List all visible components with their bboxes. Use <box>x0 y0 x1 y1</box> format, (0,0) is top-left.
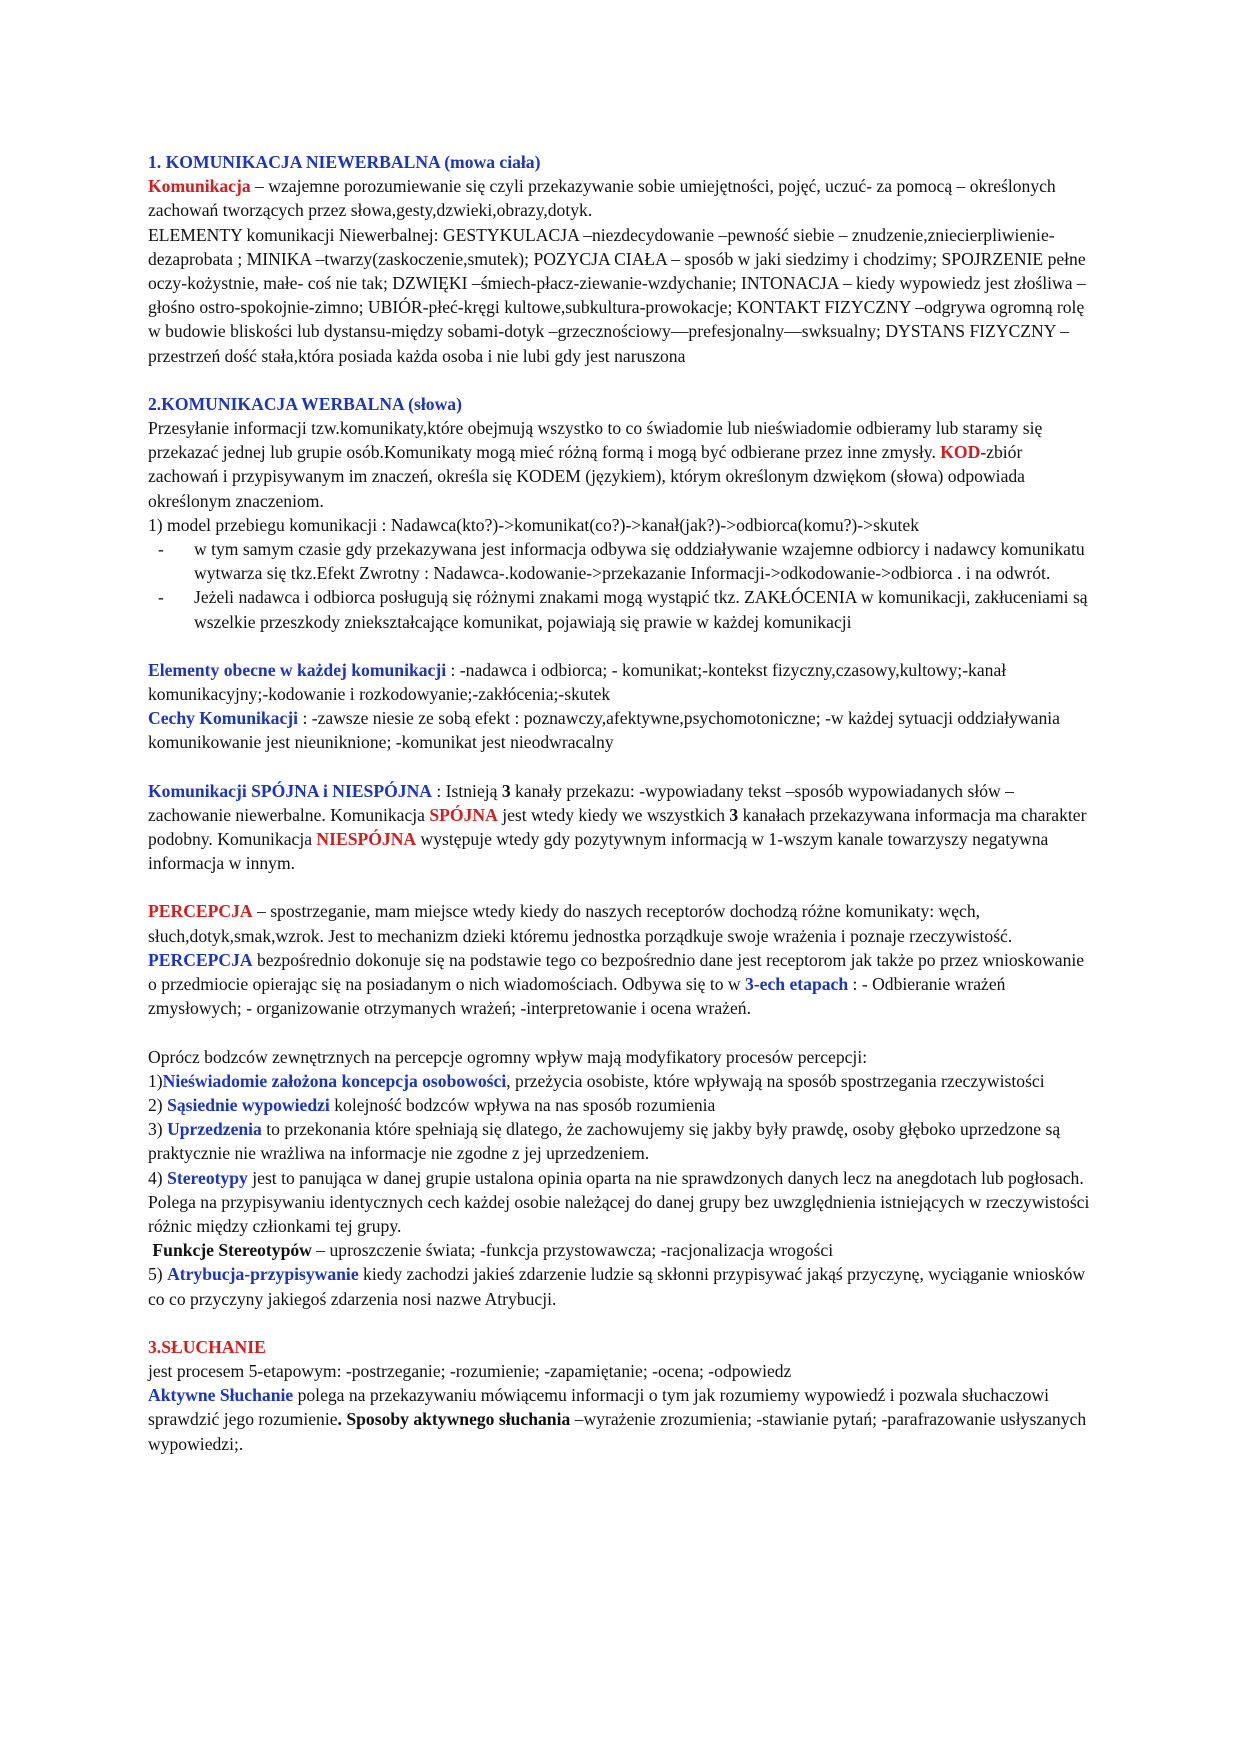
modifier-text: , przeżycia osobiste, które wpływają na sposób spostrzegania rzeczywistości <box>506 1070 1045 1091</box>
perception-text-c: : - Odbieranie wrażeń zmysłowych; - organizowanie otrzymanych wrażeń; -interpretowanie i ocena wrażeń. <box>148 974 1006 1019</box>
features-term: Cechy Komunikacji <box>148 708 299 729</box>
active-listening-paragraph <box>148 1383 1096 1456</box>
stereotype-functions-text: – uproszczenie świata; -funkcja przystowawcza; -racjonalizacja wrogości <box>311 1240 834 1261</box>
coherence-term: Komunikacji SPÓJNA i NIESPÓJNA <box>148 780 432 801</box>
verbal-intro-text-b: -zbiór zachowań i przypisywanym im znaczeń, określa się KODEM (językiem), którym określonym dzwiękom (słowa) odpowiada określonym znaczeniom. <box>148 442 1025 511</box>
verbal-intro-paragraph <box>148 416 1096 513</box>
active-listening-text-a: polega na przekazywaniu mówiącemu informacji o tym jak rozumiemy wypowiedź i pozwala słuchaczowi sprawdzić jego rozumienie <box>148 1385 1049 1430</box>
list-item: - Jeżeli nadawca i odbiorca posługują się różnymi znakami mogą wystąpić tkz. ZAKŁÓCENIA w komunikacji, zakłuceniami są wszelkie przeszkody zniekształcające komunikat, pojawiają się prawie w każdej komunikacji <box>148 585 1096 633</box>
coherence-text-a: : Istnieją <box>431 780 502 801</box>
coherence-paragraph <box>148 779 1096 876</box>
stereotype-functions <box>148 1238 1096 1262</box>
perception-paragraph <box>148 899 1096 1020</box>
communication-definition-text: – wzajemne porozumiewanie się czyli przekazywanie sobie umiejętności, pojęć, uczuć- za pomocą – określonych zachowań tworzących przez słowa,gesty,dzwieki,obrazy,dotyk. <box>148 176 1056 221</box>
elements-text: : -nadawca i odbiorca; - komunikat;-kontekst fizyczny,czasowy,kultowy;-kanał komunikacyjny;-kodowanie i rozkodowyanie;-zakłócenia;-skutek <box>148 659 1007 705</box>
communication-model: 1) model przebiegu komunikacji : Nadawca(kto?)->komunikat(co?)->kanał(jak?)->odbiorca(komu?)->skutek <box>148 514 919 535</box>
modifier-term: Uprzedzenia <box>167 1119 262 1140</box>
coherence-text-c: jest wtedy kiedy we wszystkich <box>497 804 730 825</box>
modifier-term: Stereotypy <box>167 1167 248 1188</box>
perception-term-2: PERCEPCJA <box>148 949 253 970</box>
modifiers-intro: Oprócz bodzców zewnętrznych na percepcje ogromny wpływ mają modyfikatory procesów percepcji: <box>148 1046 868 1067</box>
perception-text-b: bezpośrednio dokonuje się na podstawie tego co bezpośrednio dane jest receptorom jak także po przez wnioskowanie o przedmiocie opierając się na posiadanym o nich wiadomościach. Odbywa się to w <box>148 949 1085 995</box>
modifier-number: 3) <box>148 1119 168 1140</box>
modifier-item-5 <box>148 1262 1096 1310</box>
model-bullet-list <box>148 537 1096 634</box>
perception-stages-term: 3-ech etapach <box>745 974 849 995</box>
coherence-number: 3 <box>729 804 739 825</box>
modifier-text: kolejność bodzców wpływa na nas sposób rozumienia <box>329 1094 716 1115</box>
nonverbal-elements-paragraph: ELEMENTY komunikacji Niewerbalnej: GESTYKULACJA –niezdecydowanie –pewność siebie – znudzenie,zniecierpliwienie-dezaprobata ; MINIKA –twarzy(zaskoczenie,smutek); POZYCJA CIAŁA – sposób w jaki siedzimy i chodzimy; SPOJRZENIE pełne oczy-kożystnie, małe- coś nie tak; DZWIĘKI –śmiech-płacz-ziewanie-wzdychanie; INTONACJA – kiedy wypowiedz jest złośliwa – głośno ostro-spokojnie-zimno; UBIÓR-płeć-kręgi kultowe,subkultura-prowokacje; KONTAKT FIZYCZNY –odgrywa ogromną rolę w budowie bliskości lub dystansu-między sobami-dotyk –grzecznościowy—prefesjonalny—swksualny; DYSTANS FIZYCZNY –przestrzeń dość stała,która posiada każda osoba i nie lubi gdy jest naruszona <box>148 224 1086 366</box>
coherence-number: 3 <box>501 780 511 801</box>
elements-paragraph <box>148 658 1096 706</box>
incoherent-term: NIESPÓJNA <box>316 829 417 850</box>
modifier-item-1 <box>148 1069 1096 1093</box>
coherence-text-d: kanałach przekazywana informacja ma charakter podobny. Komunikacja <box>148 804 1087 850</box>
section-3-number: 3. <box>148 1336 162 1357</box>
modifier-text: jest to panująca w danej grupie ustalona opinia oparta na nie sprawdzonych danych lecz na anegdotach lub pogłosach. Polega na przypisywaniu identycznych cech każdej osobie należącej do danej grupy bez uwzględnienia istniejących w rzeczywistości różnic między człionkami tej grupy. <box>148 1167 1090 1236</box>
communication-term: Komunikacja <box>148 176 251 197</box>
modifier-number: 4) <box>148 1167 168 1188</box>
section-1-title: 1. KOMUNIKACJA NIEWERBALNA (mowa ciała) <box>148 152 541 172</box>
features-paragraph <box>148 706 1096 754</box>
coherent-term: SPÓJNA <box>429 804 498 825</box>
modifier-text: kiedy zachodzi jakieś zdarzenie ludzie są skłonni przypisywać jakąś przyczynę, wyciąganie wniosków co co przyczyny jakiegoś zdarzenia nosi nazwe Atrybucji. <box>148 1264 1086 1309</box>
elements-term: Elementy obecne w każdej komunikacji <box>148 659 447 680</box>
listening-methods-term: Sposoby aktywnego słuchania <box>346 1409 571 1430</box>
features-text: : -zawsze niesie ze sobą efekt : poznawczy,afektywne,psychomotoniczne; -w każdej sytuacji oddziaływania komunikowanie jest nieuniknione; -komunikat jest nieodwracalny <box>148 708 1060 753</box>
modifier-item-3 <box>148 1117 1096 1165</box>
modifier-number: 1) <box>148 1070 163 1091</box>
section-3-title <box>148 1335 1096 1359</box>
perception-text-a: – spostrzeganie, mam miejsce wtedy kiedy do naszych receptorów dochodzą różne komunikaty: węch, słuch,dotyk,smak,wzrok. Jest to mechanizm dzieki któremu jednostka porządkuje swoje wrażenia i poznaje rzeczywistość. <box>148 901 1013 946</box>
communication-definition <box>148 174 1096 222</box>
modifier-item-4 <box>148 1166 1096 1239</box>
sentence-period: . <box>337 1409 342 1430</box>
document-page <box>148 150 1096 1456</box>
coherence-text-e: występuje wtedy gdy pozytywnym informacją w 1-wszym kanale towarzyszy negatywna informacja w innym. <box>148 829 1049 874</box>
coherence-text-b: kanały przekazu: -wypowiadany tekst –sposób wypowiadanych słów –zachowanie niewerbalne. Komunikacja <box>148 780 1014 825</box>
section-2-title: 2.KOMUNIKACJA WERBALNA (słowa) <box>148 393 462 414</box>
modifier-text: to przekonania które spełniają się dlatego, że zachowujemy się jakby były prawdę, osoby głęboko uprzedzone są praktycznie nie wrażliwa na informacje nie zgodne z jej uprzedzeniem. <box>148 1119 1061 1164</box>
modifier-item-2 <box>148 1093 1096 1117</box>
modifier-term: Atrybucja-przypisywanie <box>167 1264 359 1285</box>
listening-intro: jest procesem 5-etapowym: -postrzeganie; -rozumienie; -zapamiętanie; -ocena; -odpowiedz <box>148 1360 792 1381</box>
modifier-term: Nieświadomie założona koncepcja osobowości <box>162 1070 507 1091</box>
active-listening-term: Aktywne Słuchanie <box>148 1385 294 1406</box>
verbal-intro-text-a: Przesyłanie informacji tzw.komunikaty,które obejmują wszystko to co świadomie lub nieświadomie odbieramy lub staramy się przekazać jednej lub grupie osób.Komunikaty mogą mieć różną formą i mogą być odbierane przez inne zmysły. <box>148 418 1043 463</box>
modifier-number: 5) <box>148 1264 168 1285</box>
active-listening-text-b: –wyrażenie zrozumienia; -stawianie pytań; -parafrazowanie usłyszanych wypowiedzi;. <box>148 1409 1087 1454</box>
modifier-number: 2) <box>148 1094 168 1115</box>
perception-term: PERCEPCJA <box>148 901 253 922</box>
list-item: - w tym samym czasie gdy przekazywana jest informacja odbywa się oddziaływanie wzajemne odbiorcy i nadawcy komunikatu wytwarza się tkz.Efekt Zwrotny : Nadawca-.kodowanie->przekazanie Informacji->odkodowanie->odbiorca . i na odwrót. <box>148 537 1096 585</box>
stereotype-functions-term: Funkcje Stereotypów <box>152 1240 312 1261</box>
kod-term: KOD <box>940 442 981 463</box>
modifier-term: Sąsiednie wypowiedzi <box>167 1094 330 1115</box>
section-3-word: SŁUCHANIE <box>161 1336 266 1357</box>
